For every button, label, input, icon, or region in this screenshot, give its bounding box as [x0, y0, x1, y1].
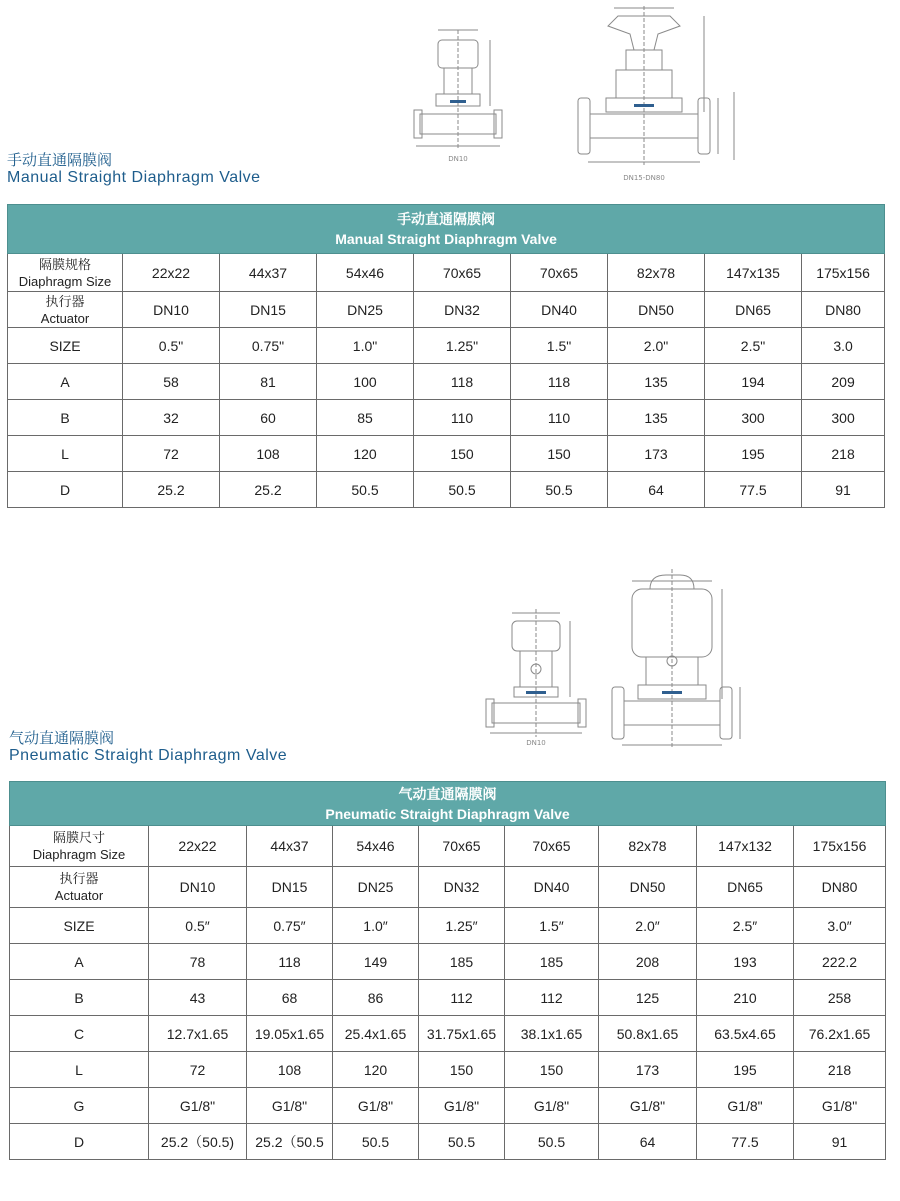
pneumatic-drawing-label-small: DN10: [526, 739, 546, 747]
table-cell: 82x78: [608, 254, 705, 292]
table-cell: 64: [608, 472, 705, 508]
table-cell: 118: [511, 364, 608, 400]
table-cell: 78: [149, 944, 247, 980]
table-cell: 173: [608, 436, 705, 472]
table-row: [8, 472, 885, 508]
table-cell: 50.5: [419, 1124, 505, 1160]
table-cell: G1/8": [149, 1088, 247, 1124]
table-row: [10, 867, 886, 908]
table-cell: 70x65: [419, 826, 505, 867]
table-cell: 0.5": [123, 328, 220, 364]
table-cell: 54x46: [333, 826, 419, 867]
table-cell: 25.2: [123, 472, 220, 508]
table-cell: 118: [247, 944, 333, 980]
table-cell: 50.5: [317, 472, 414, 508]
table-cell: 173: [599, 1052, 697, 1088]
table-cell: 125: [599, 980, 697, 1016]
table-row: [8, 364, 885, 400]
table-cell: 108: [220, 436, 317, 472]
manual-header-cn: 手动直通隔膜阀: [397, 211, 496, 227]
table-cell: 1.25″: [419, 908, 505, 944]
table-cell: 195: [697, 1052, 794, 1088]
table-cell: DN40: [511, 292, 608, 328]
table-row: [10, 1088, 886, 1124]
table-cell: 120: [317, 436, 414, 472]
table-cell: DN32: [419, 867, 505, 908]
row-label: L: [8, 436, 123, 472]
table-cell: 43: [149, 980, 247, 1016]
table-cell: 38.1x1.65: [505, 1016, 599, 1052]
manual-section-title: [7, 152, 261, 188]
table-cell: 210: [697, 980, 794, 1016]
table-cell: 86: [333, 980, 419, 1016]
table-row: [10, 980, 886, 1016]
table-cell: 58: [123, 364, 220, 400]
table-cell: DN25: [317, 292, 414, 328]
table-cell: 150: [419, 1052, 505, 1088]
table-cell: 222.2: [794, 944, 886, 980]
table-cell: 3.0: [802, 328, 885, 364]
table-cell: DN25: [333, 867, 419, 908]
table-cell: DN32: [414, 292, 511, 328]
row-label: A: [10, 944, 149, 980]
table-cell: 218: [802, 436, 885, 472]
row-label: D: [10, 1124, 149, 1160]
row-label-diaphragm-size: 隔膜尺寸 Diaphragm Size: [10, 826, 149, 867]
table-cell: 70x65: [505, 826, 599, 867]
manual-valve-drawing: [400, 0, 760, 190]
table-cell: 91: [794, 1124, 886, 1160]
table-cell: 32: [123, 400, 220, 436]
table-cell: DN80: [794, 867, 886, 908]
row-label: B: [10, 980, 149, 1016]
table-cell: 60: [220, 400, 317, 436]
table-cell: 50.5: [414, 472, 511, 508]
table-cell: G1/8": [333, 1088, 419, 1124]
manual-drawing-label-small: DN10: [448, 155, 468, 163]
table-cell: DN10: [149, 867, 247, 908]
table-cell: 110: [511, 400, 608, 436]
table-cell: 147x132: [697, 826, 794, 867]
pneumatic-title-en: Pneumatic Straight Diaphragm Valve: [9, 747, 288, 765]
table-cell: 149: [333, 944, 419, 980]
table-cell: 0.75″: [247, 908, 333, 944]
pneumatic-valve-drawing: [470, 565, 760, 750]
table-cell: 12.7x1.65: [149, 1016, 247, 1052]
table-row: [10, 1016, 886, 1052]
pneumatic-header-cn: 气动直通隔膜阀: [398, 785, 497, 802]
table-cell: 1.5": [511, 328, 608, 364]
table-cell: DN10: [123, 292, 220, 328]
table-cell: G1/8": [505, 1088, 599, 1124]
table-cell: 22x22: [123, 254, 220, 292]
table-cell: 208: [599, 944, 697, 980]
table-cell: 1.0": [317, 328, 414, 364]
table-cell: 194: [705, 364, 802, 400]
manual-drawing-label-large: DN15-DN80: [623, 174, 665, 182]
pneumatic-spec-table: [9, 781, 886, 1160]
table-cell: 31.75x1.65: [419, 1016, 505, 1052]
table-cell: 108: [247, 1052, 333, 1088]
table-cell: 50.8x1.65: [599, 1016, 697, 1052]
table-cell: 2.5": [705, 328, 802, 364]
table-cell: 175x156: [794, 826, 886, 867]
row-label: D: [8, 472, 123, 508]
table-cell: 300: [705, 400, 802, 436]
table-cell: 85: [317, 400, 414, 436]
table-row: [10, 1052, 886, 1088]
table-cell: G1/8": [247, 1088, 333, 1124]
table-cell: 100: [317, 364, 414, 400]
table-cell: 150: [414, 436, 511, 472]
table-cell: 0.75": [220, 328, 317, 364]
table-cell: 2.0″: [599, 908, 697, 944]
manual-table-header: [8, 205, 885, 254]
table-cell: 25.2（50.5: [247, 1124, 333, 1160]
table-cell: 25.4x1.65: [333, 1016, 419, 1052]
table-cell: 2.5″: [697, 908, 794, 944]
table-cell: 50.5: [505, 1124, 599, 1160]
row-label-actuator: 执行器 Actuator: [8, 292, 123, 328]
table-cell: DN80: [802, 292, 885, 328]
table-cell: DN65: [705, 292, 802, 328]
table-cell: DN15: [247, 867, 333, 908]
table-cell: 22x22: [149, 826, 247, 867]
pneumatic-table-header: [10, 782, 886, 826]
table-row: [10, 1124, 886, 1160]
table-cell: DN15: [220, 292, 317, 328]
manual-header-en: Manual Straight Diaphragm Valve: [335, 231, 557, 247]
table-row: [10, 908, 886, 944]
table-cell: 193: [697, 944, 794, 980]
table-cell: 3.0″: [794, 908, 886, 944]
table-row: [8, 436, 885, 472]
table-cell: 150: [511, 436, 608, 472]
table-cell: 44x37: [247, 826, 333, 867]
row-label: B: [8, 400, 123, 436]
table-cell: 50.5: [333, 1124, 419, 1160]
table-cell: 77.5: [697, 1124, 794, 1160]
manual-title-cn: 手动直通隔膜阀: [7, 151, 113, 169]
table-cell: DN65: [697, 867, 794, 908]
table-cell: G1/8": [697, 1088, 794, 1124]
table-cell: 72: [123, 436, 220, 472]
table-cell: 72: [149, 1052, 247, 1088]
table-cell: 175x156: [802, 254, 885, 292]
table-cell: DN50: [608, 292, 705, 328]
table-row: [8, 254, 885, 292]
row-label: A: [8, 364, 123, 400]
table-cell: 185: [505, 944, 599, 980]
table-row: [10, 944, 886, 980]
table-row: [8, 400, 885, 436]
table-cell: 64: [599, 1124, 697, 1160]
pneumatic-title-cn: 气动直通隔膜阀: [9, 729, 115, 747]
table-row: [8, 328, 885, 364]
table-cell: 54x46: [317, 254, 414, 292]
table-row: [8, 292, 885, 328]
table-cell: 218: [794, 1052, 886, 1088]
table-cell: DN50: [599, 867, 697, 908]
table-cell: 112: [419, 980, 505, 1016]
table-cell: 25.2: [220, 472, 317, 508]
table-cell: 63.5x4.65: [697, 1016, 794, 1052]
table-cell: 70x65: [414, 254, 511, 292]
table-cell: 209: [802, 364, 885, 400]
table-cell: 135: [608, 400, 705, 436]
row-label-actuator: 执行器 Actuator: [10, 867, 149, 908]
table-cell: G1/8": [794, 1088, 886, 1124]
row-label: G: [10, 1088, 149, 1124]
table-cell: 44x37: [220, 254, 317, 292]
table-cell: 135: [608, 364, 705, 400]
manual-spec-table: [7, 204, 885, 508]
table-cell: 195: [705, 436, 802, 472]
table-cell: 0.5″: [149, 908, 247, 944]
table-cell: 1.5″: [505, 908, 599, 944]
table-cell: 147x135: [705, 254, 802, 292]
table-cell: 110: [414, 400, 511, 436]
row-label-diaphragm-size: 隔膜规格 Diaphragm Size: [8, 254, 123, 292]
table-cell: 25.2（50.5): [149, 1124, 247, 1160]
row-label: SIZE: [10, 908, 149, 944]
table-cell: 81: [220, 364, 317, 400]
table-cell: 70x65: [511, 254, 608, 292]
table-cell: 120: [333, 1052, 419, 1088]
table-cell: 77.5: [705, 472, 802, 508]
pneumatic-header-en: Pneumatic Straight Diaphragm Valve: [325, 805, 570, 822]
table-cell: 1.25": [414, 328, 511, 364]
table-cell: 185: [419, 944, 505, 980]
table-cell: 150: [505, 1052, 599, 1088]
table-cell: 112: [505, 980, 599, 1016]
row-label: SIZE: [8, 328, 123, 364]
table-cell: DN40: [505, 867, 599, 908]
table-cell: 91: [802, 472, 885, 508]
table-cell: 1.0″: [333, 908, 419, 944]
table-cell: 300: [802, 400, 885, 436]
table-cell: 2.0": [608, 328, 705, 364]
row-label: L: [10, 1052, 149, 1088]
table-cell: 76.2x1.65: [794, 1016, 886, 1052]
table-cell: 68: [247, 980, 333, 1016]
table-row: [10, 826, 886, 867]
table-cell: G1/8": [419, 1088, 505, 1124]
table-cell: G1/8": [599, 1088, 697, 1124]
table-cell: 118: [414, 364, 511, 400]
table-cell: 50.5: [511, 472, 608, 508]
pneumatic-section-title: [9, 730, 287, 766]
table-cell: 19.05x1.65: [247, 1016, 333, 1052]
row-label: C: [10, 1016, 149, 1052]
table-cell: 258: [794, 980, 886, 1016]
table-cell: 82x78: [599, 826, 697, 867]
manual-title-en: Manual Straight Diaphragm Valve: [7, 169, 261, 187]
